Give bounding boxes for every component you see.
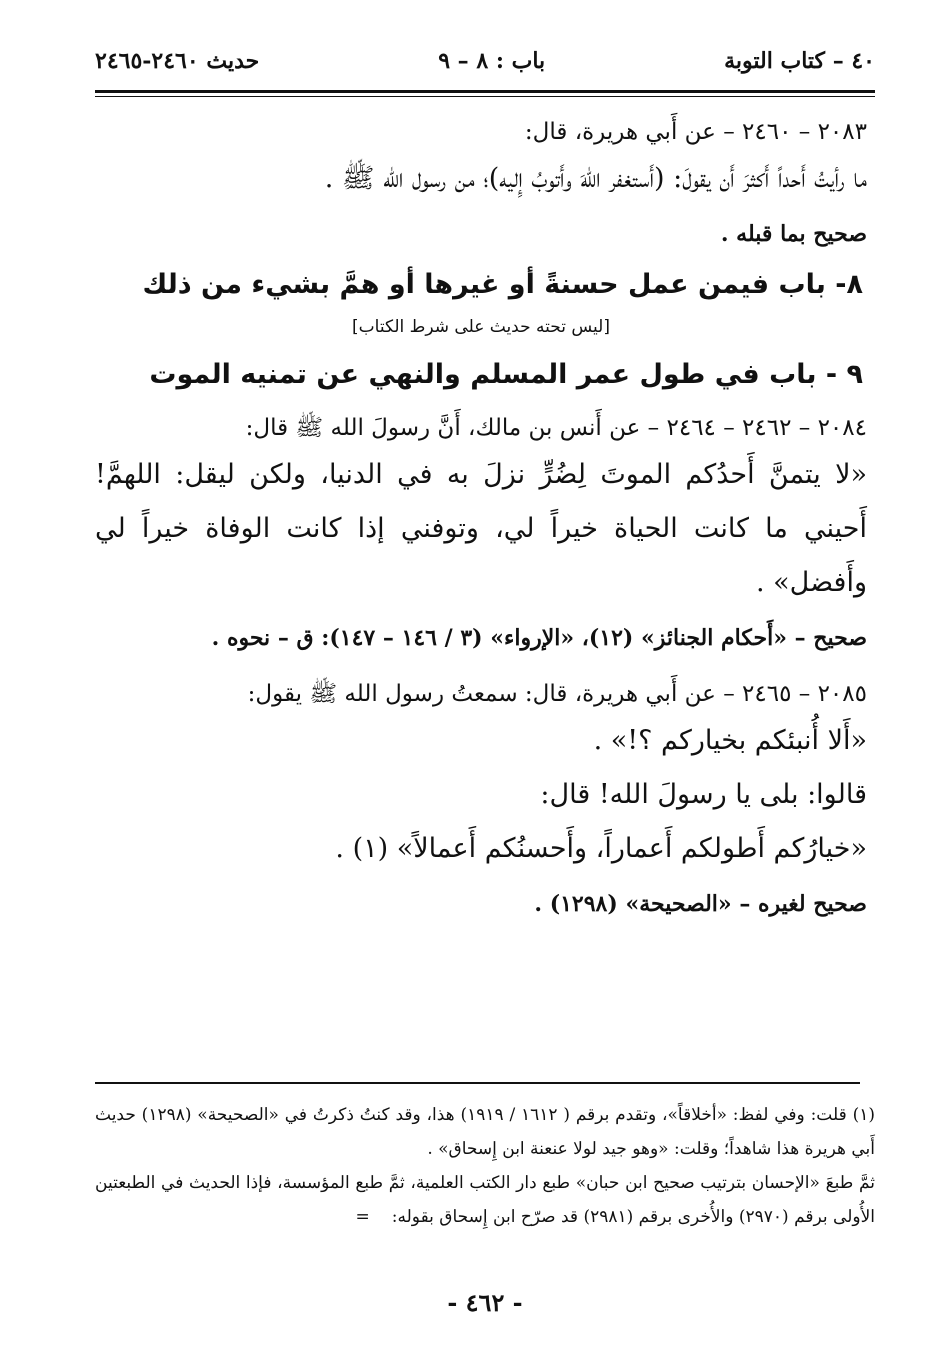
bab-9 [95, 350, 867, 400]
footnotes [95, 1098, 875, 1234]
hadith-2083-matn: ما رأيتُ أَحداً أَكثرَ أَن يقولَ: (أَستغفر اللهَ وأَتوبُ إِليه)؛ من رسول الله ﷺ . [324, 163, 867, 194]
header-rule-thick [95, 90, 875, 93]
hadith-2084-isnad: ٢٠٨٤ – ٢٤٦٢ – ٢٤٦٤ – عن أَنس بن مالك، أَنَّ رسولَ الله ﷺ قال: [245, 415, 867, 441]
hadith-2085-isnad: ٢٠٨٥ – ٢٤٦٥ – عن أَبي هريرة، قال: سمعتُ رسول الله ﷺ يقول: [247, 681, 867, 707]
hadith-2083 [95, 112, 867, 254]
bab-8-title: ٨- باب فيمن عمل حسنةً أو غيرها أو همَّ بشيء من ذلك [142, 269, 863, 300]
footnote-1-part-1: (١) قلت: وفي لفظ: «أخلاقاً»، وتقدم برقم ( ١٦١٢ / ١٩١٩) هذا، وقد كنتُ ذكرتُ في «الصحيحة» (١٢٩٨) حديث أَبي هريرة هذا شاهداً؛ وقلت: «وهو جيد لولا عنعنة ابن إِسحاق» . [95, 1105, 875, 1159]
bab-9-title: ٩ - باب في طول عمر المسلم والنهي عن تمنيه الموت [149, 359, 863, 390]
hadith-2085-matn-answer: «خيارُكم أَطولكم أَعماراً، وأَحسنُكم أَعمالاً» (١) . [335, 833, 867, 864]
bab-8-note: [ليس تحته حديث على شرط الكتاب] [352, 317, 610, 337]
hadith-2085-matn-question: «أَلا أُنبئكم بخياركم ؟!» . [593, 725, 867, 756]
hadith-2083-isnad: ٢٠٨٣ – ٢٤٦٠ – عن أَبي هريرة، قال: [524, 119, 867, 145]
hadith-2085-grade: صحيح لغيره – «الصحيحة» (١٢٩٨) . [534, 891, 867, 917]
running-header [95, 48, 875, 88]
page-number: - ٤٦٢ - [447, 1288, 523, 1317]
footnote-1-part-2 [95, 1166, 875, 1234]
header-hadith-range: حديث ٢٤٦٠-٢٤٦٥ [95, 48, 260, 74]
hadith-2085 [95, 674, 867, 924]
header-rule-thin [95, 96, 875, 97]
continuation-mark: = [355, 1207, 370, 1227]
page-content [95, 112, 867, 924]
hadith-2084-grade: صحيح – «أَحكام الجنائز» (١٢)، «الإرواء» (٣ / ١٤٦ – ١٤٧): ق – نحوه . [211, 625, 867, 651]
hadith-2084 [95, 408, 867, 658]
header-chapter-range: باب : ٨ – ٩ [438, 48, 546, 74]
hadith-2083-grade: صحيح بما قبله . [720, 221, 867, 247]
hadith-2084-matn: «لا يتمنَّ أَحدُكم الموتَ لِضُرٍّ نزلَ به في الدنيا، ولكن ليقل: اللهمَّ! أَحيني ما كانت الحياة خيراً لي، وتوفني إذا كانت الوفاة خيراً لي وأَفضل» . [95, 459, 867, 598]
footnote-1-part-2-text: ثمَّ طبعَ «الإحسان بترتيب صحيح ابن حبان» طبع دار الكتب العلمية، ثمَّ طبع المؤسسة، فإذا الحديث في الطبعتين الأُولى برقم (٢٩٧٠) والأُخرى برقم (٢٩٨١) قد صرّح ابن إِسحاق بقوله: [95, 1173, 875, 1227]
bab-8 [95, 260, 867, 344]
book-page [95, 30, 875, 1350]
footnote-rule [95, 1082, 860, 1084]
header-book-title: ٤٠ – كتاب التوبة [724, 48, 875, 74]
hadith-2085-matn-reply: قالوا: بلى يا رسولَ الله! قال: [540, 779, 867, 810]
